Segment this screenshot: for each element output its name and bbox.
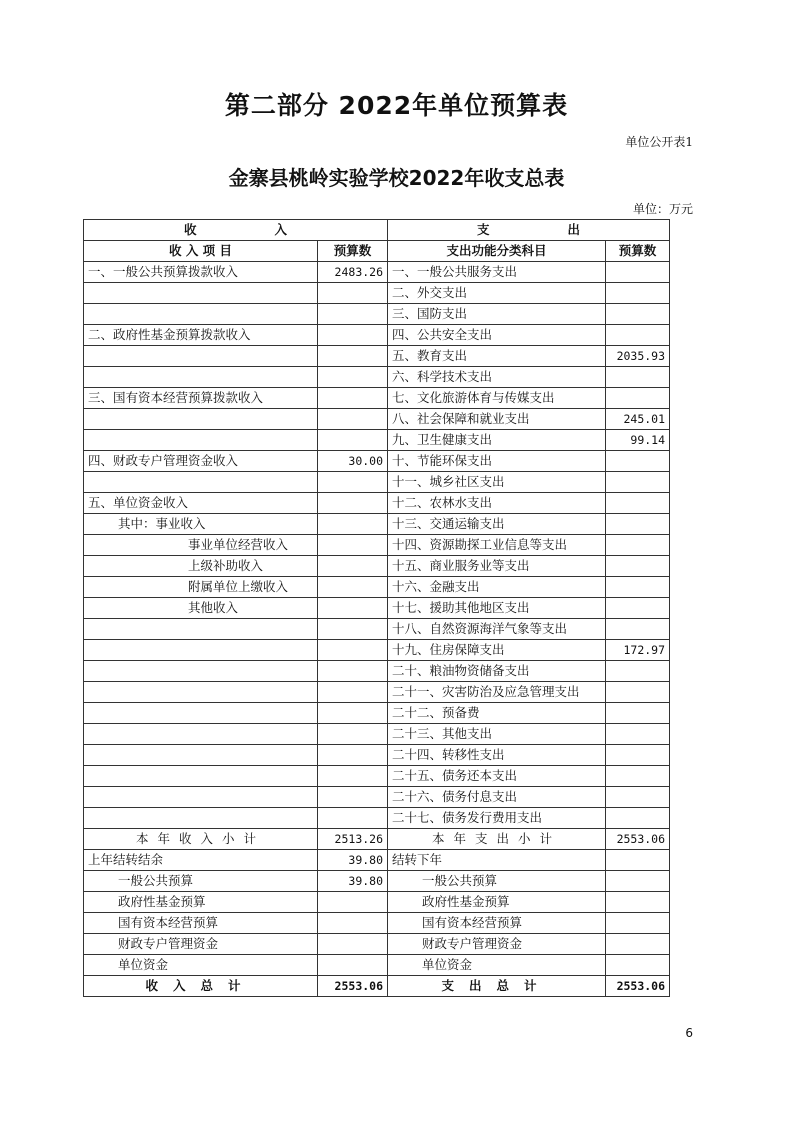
carry-expense-item-cell: 国有资本经营预算	[388, 913, 606, 934]
expense-item-cell: 六、科学技术支出	[388, 367, 606, 388]
table-row	[84, 577, 670, 598]
income-amount-cell	[318, 556, 388, 577]
income-item-cell: 一、一般公共预算拨款收入	[84, 262, 318, 283]
carry-expense-item-cell: 单位资金	[388, 955, 606, 976]
carry-row	[84, 955, 670, 976]
carry-expense-amount-cell	[606, 934, 670, 955]
expense-amount-cell	[606, 451, 670, 472]
expense-total-amount: 2553.06	[606, 976, 670, 997]
income-amount-cell	[318, 304, 388, 325]
expense-amount-cell	[606, 682, 670, 703]
income-amount-cell	[318, 283, 388, 304]
income-amount-cell	[318, 430, 388, 451]
income-section-header: 收入	[84, 220, 388, 241]
income-amount-cell	[318, 346, 388, 367]
expense-subtotal-label: 本年支出小计	[388, 829, 606, 850]
income-amount-cell	[318, 472, 388, 493]
expense-item-cell: 十二、农林水支出	[388, 493, 606, 514]
carry-expense-amount-cell	[606, 913, 670, 934]
table-row	[84, 283, 670, 304]
table-row	[84, 661, 670, 682]
income-amount-header: 预算数	[318, 241, 388, 262]
carry-row	[84, 871, 670, 892]
carry-income-item-cell: 一般公共预算	[84, 871, 318, 892]
expense-item-cell: 四、公共安全支出	[388, 325, 606, 346]
table-row	[84, 472, 670, 493]
carry-income-amount-cell	[318, 934, 388, 955]
income-item-cell	[84, 283, 318, 304]
expense-item-cell: 十四、资源勘探工业信息等支出	[388, 535, 606, 556]
expense-amount-cell: 99.14	[606, 430, 670, 451]
expense-item-cell: 二十七、债务发行费用支出	[388, 808, 606, 829]
table-row	[84, 703, 670, 724]
expense-item-cell: 二十六、债务付息支出	[388, 787, 606, 808]
income-amount-cell: 30.00	[318, 451, 388, 472]
income-amount-cell	[318, 724, 388, 745]
income-item-cell	[84, 745, 318, 766]
expense-amount-cell: 172.97	[606, 640, 670, 661]
expense-amount-cell	[606, 787, 670, 808]
expense-amount-cell	[606, 493, 670, 514]
table-row	[84, 724, 670, 745]
expense-subtotal-amount: 2553.06	[606, 829, 670, 850]
header-row-sections	[84, 220, 670, 241]
carry-income-item-cell: 政府性基金预算	[84, 892, 318, 913]
table-row	[84, 766, 670, 787]
table-row	[84, 598, 670, 619]
expense-amount-cell	[606, 304, 670, 325]
income-item-cell	[84, 472, 318, 493]
table-row	[84, 682, 670, 703]
expense-amount-cell	[606, 472, 670, 493]
table-row	[84, 514, 670, 535]
expense-amount-cell	[606, 367, 670, 388]
carry-row	[84, 850, 670, 871]
table-row	[84, 451, 670, 472]
expense-item-cell: 十三、交通运输支出	[388, 514, 606, 535]
expense-item-cell: 十六、金融支出	[388, 577, 606, 598]
expense-item-cell: 二十三、其他支出	[388, 724, 606, 745]
table-row	[84, 262, 670, 283]
expense-amount-cell: 245.01	[606, 409, 670, 430]
table-row	[84, 619, 670, 640]
income-item-cell	[84, 409, 318, 430]
expense-amount-cell	[606, 388, 670, 409]
carry-income-item-cell: 上年结转结余	[84, 850, 318, 871]
income-item-cell	[84, 808, 318, 829]
expense-item-cell: 七、文化旅游体育与传媒支出	[388, 388, 606, 409]
expense-item-cell: 二十二、预备费	[388, 703, 606, 724]
carry-expense-item-cell: 财政专户管理资金	[388, 934, 606, 955]
carry-income-amount-cell	[318, 955, 388, 976]
expense-amount-cell	[606, 262, 670, 283]
carry-income-item-cell: 财政专户管理资金	[84, 934, 318, 955]
income-item-cell: 五、单位资金收入	[84, 493, 318, 514]
income-amount-cell	[318, 682, 388, 703]
carry-expense-amount-cell	[606, 871, 670, 892]
income-amount-cell	[318, 493, 388, 514]
income-amount-cell	[318, 598, 388, 619]
income-item-cell: 其他收入	[84, 598, 318, 619]
expense-amount-cell: 2035.93	[606, 346, 670, 367]
income-subtotal-amount: 2513.26	[318, 829, 388, 850]
income-item-cell	[84, 304, 318, 325]
table-row	[84, 640, 670, 661]
header-row-columns	[84, 241, 670, 262]
income-amount-cell	[318, 535, 388, 556]
income-item-header: 收 入 项 目	[84, 241, 318, 262]
income-item-cell	[84, 430, 318, 451]
income-item-cell	[84, 619, 318, 640]
carry-income-amount-cell: 39.80	[318, 871, 388, 892]
part-title: 第二部分 2022年单位预算表	[224, 91, 569, 120]
income-amount-cell	[318, 703, 388, 724]
income-amount-cell	[318, 367, 388, 388]
expense-amount-cell	[606, 661, 670, 682]
carry-income-amount-cell	[318, 913, 388, 934]
expense-item-cell: 十七、援助其他地区支出	[388, 598, 606, 619]
carry-expense-item-cell: 一般公共预算	[388, 871, 606, 892]
table-title: 金寨县桃岭实验学校2022年收支总表	[228, 166, 565, 190]
carry-income-amount-cell	[318, 892, 388, 913]
expense-amount-cell	[606, 283, 670, 304]
carry-row	[84, 934, 670, 955]
unit-label: 单位：万元	[632, 202, 693, 216]
table-row	[84, 430, 670, 451]
table-row	[84, 808, 670, 829]
table-row	[84, 745, 670, 766]
expense-item-cell: 十九、住房保障支出	[388, 640, 606, 661]
income-total-amount: 2553.06	[318, 976, 388, 997]
table-row	[84, 787, 670, 808]
expense-item-cell: 二十五、债务还本支出	[388, 766, 606, 787]
income-item-cell: 二、政府性基金预算拨款收入	[84, 325, 318, 346]
income-item-cell: 三、国有资本经营预算拨款收入	[84, 388, 318, 409]
expense-item-cell: 二十四、转移性支出	[388, 745, 606, 766]
income-item-cell	[84, 682, 318, 703]
expense-item-cell: 九、卫生健康支出	[388, 430, 606, 451]
income-item-cell	[84, 703, 318, 724]
income-item-cell: 事业单位经营收入	[84, 535, 318, 556]
expense-item-header: 支出功能分类科目	[388, 241, 606, 262]
income-item-cell: 四、财政专户管理资金收入	[84, 451, 318, 472]
expense-amount-cell	[606, 619, 670, 640]
expense-amount-cell	[606, 808, 670, 829]
expense-item-cell: 一、一般公共服务支出	[388, 262, 606, 283]
income-amount-cell	[318, 787, 388, 808]
income-amount-cell	[318, 808, 388, 829]
expense-section-header: 支出	[388, 220, 670, 241]
expense-item-cell: 三、国防支出	[388, 304, 606, 325]
income-item-cell: 上级补助收入	[84, 556, 318, 577]
income-item-cell	[84, 367, 318, 388]
income-item-cell: 附属单位上缴收入	[84, 577, 318, 598]
table-row	[84, 493, 670, 514]
expense-item-cell: 八、社会保障和就业支出	[388, 409, 606, 430]
carry-row	[84, 913, 670, 934]
page-number: 6	[685, 1026, 693, 1040]
carry-expense-item-cell: 结转下年	[388, 850, 606, 871]
income-amount-cell	[318, 745, 388, 766]
carry-expense-item-cell: 政府性基金预算	[388, 892, 606, 913]
table-body	[84, 262, 670, 829]
table-row	[84, 409, 670, 430]
table-code: 单位公开表1	[625, 135, 693, 149]
expense-amount-cell	[606, 577, 670, 598]
income-item-cell: 其中：事业收入	[84, 514, 318, 535]
income-amount-cell	[318, 514, 388, 535]
income-item-cell	[84, 766, 318, 787]
income-amount-cell	[318, 577, 388, 598]
expense-amount-cell	[606, 703, 670, 724]
expense-item-cell: 二十、粮油物资储备支出	[388, 661, 606, 682]
table-row	[84, 367, 670, 388]
income-amount-cell	[318, 766, 388, 787]
table-row	[84, 388, 670, 409]
carry-income-amount-cell: 39.80	[318, 850, 388, 871]
carry-expense-amount-cell	[606, 892, 670, 913]
income-subtotal-label: 本年收入小计	[84, 829, 318, 850]
carry-income-item-cell: 单位资金	[84, 955, 318, 976]
carry-expense-amount-cell	[606, 955, 670, 976]
subtotal-row	[84, 829, 670, 850]
income-amount-cell	[318, 388, 388, 409]
expense-amount-cell	[606, 598, 670, 619]
carry-income-item-cell: 国有资本经营预算	[84, 913, 318, 934]
budget-table	[83, 219, 670, 997]
expense-item-cell: 十八、自然资源海洋气象等支出	[388, 619, 606, 640]
table-row	[84, 556, 670, 577]
expense-item-cell: 十、节能环保支出	[388, 451, 606, 472]
income-item-cell	[84, 787, 318, 808]
expense-amount-cell	[606, 325, 670, 346]
income-item-cell	[84, 640, 318, 661]
income-amount-cell	[318, 640, 388, 661]
expense-amount-header: 预算数	[606, 241, 670, 262]
income-amount-cell	[318, 409, 388, 430]
expense-amount-cell	[606, 535, 670, 556]
expense-amount-cell	[606, 514, 670, 535]
table-row	[84, 346, 670, 367]
expense-item-cell: 十五、商业服务业等支出	[388, 556, 606, 577]
income-amount-cell: 2483.26	[318, 262, 388, 283]
expense-item-cell: 二、外交支出	[388, 283, 606, 304]
carry-over-rows	[84, 850, 670, 976]
expense-amount-cell	[606, 724, 670, 745]
income-amount-cell	[318, 661, 388, 682]
expense-item-cell: 十一、城乡社区支出	[388, 472, 606, 493]
table-row	[84, 325, 670, 346]
expense-amount-cell	[606, 766, 670, 787]
income-amount-cell	[318, 325, 388, 346]
table-row	[84, 535, 670, 556]
income-item-cell	[84, 661, 318, 682]
expense-amount-cell	[606, 745, 670, 766]
expense-item-cell: 五、教育支出	[388, 346, 606, 367]
carry-row	[84, 892, 670, 913]
income-amount-cell	[318, 619, 388, 640]
income-item-cell	[84, 346, 318, 367]
total-row	[84, 976, 670, 997]
table-row	[84, 304, 670, 325]
expense-total-label: 支出总计	[388, 976, 606, 997]
income-total-label: 收入总计	[84, 976, 318, 997]
income-item-cell	[84, 724, 318, 745]
carry-expense-amount-cell	[606, 850, 670, 871]
expense-item-cell: 二十一、灾害防治及应急管理支出	[388, 682, 606, 703]
expense-amount-cell	[606, 556, 670, 577]
